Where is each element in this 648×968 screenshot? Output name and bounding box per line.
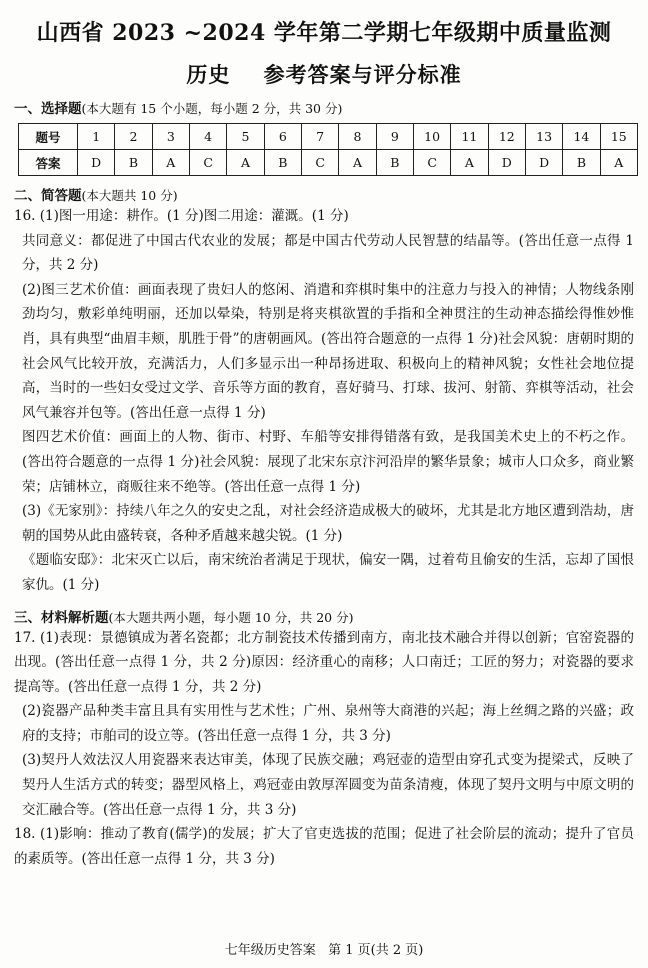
question-number-cell: 9 — [376, 124, 413, 150]
question-number-cell: 5 — [227, 124, 264, 150]
answer-paragraph: 16. (1)图一用途：耕作。(1 分)图二用途：灌溉。(1 分) — [14, 208, 349, 224]
short-answer-body — [14, 204, 634, 598]
answer-paragraph: 18. (1)影响：推动了教育(儒学)的发展；扩大了官吏选拔的范围；促进了社会阶层的流动；提升了官员的素质等。(答出任意一点得 1 分，共 3 分) — [14, 826, 634, 867]
question-number-cell: 2 — [115, 124, 152, 150]
question-number-cell: 6 — [264, 124, 301, 150]
page-subtitle: 历史 参考答案与评分标准 — [186, 63, 462, 87]
answer-paragraph: 图四艺术价值：画面上的人物、街市、村野、车船等安排得错落有致，是我国美术史上的不朽之作。(答出符合题意的一点得 1 分)社会风貌：展现了北宋东京汴河沿岸的繁华景象；城市人口众多，商业繁荣；店铺林立，商贩往来不绝等。(答出任意一点得 1 分) — [22, 429, 634, 495]
question-number-cell: 11 — [451, 124, 488, 150]
section-heading-choice — [14, 97, 634, 117]
page-footer: 七年级历史答案 第 1 页(共 2 页) — [224, 943, 424, 958]
section-label: 一、选择题 — [14, 101, 82, 117]
question-number-cell: 7 — [301, 124, 338, 150]
question-number-cell: 14 — [563, 124, 600, 150]
answer-cell: C — [189, 150, 226, 176]
answer-cell: A — [600, 150, 637, 176]
section-label: 二、简答题 — [14, 188, 82, 204]
question-number-cell: 10 — [413, 124, 450, 150]
material-analysis-body — [14, 626, 634, 872]
question-number-cell: 12 — [488, 124, 525, 150]
question-number-cell: 4 — [189, 124, 226, 150]
answer-paragraph: 《题临安邸》：北宋灭亡以后，南宋统治者满足于现状，偏安一隅，过着苟且偷安的生活，忘却了国恨家仇。(1 分) — [22, 552, 634, 593]
section-note: (本大题有 15 个小题，每小题 2 分，共 30 分) — [81, 101, 343, 116]
answer-paragraph: (3)《无家别》：持续八年之久的安史之乱，对社会经济造成极大的破坏，尤其是北方地区遭到浩劫，唐朝的国势从此由盛转衰，各种矛盾越来越尖锐。(1 分) — [22, 503, 634, 544]
answer-cell: A — [339, 150, 376, 176]
question-number-cell: 1 — [78, 124, 115, 150]
question-number-row — [19, 124, 638, 150]
answer-cell: B — [264, 150, 301, 176]
answer-cell: B — [115, 150, 152, 176]
answer-cell: D — [488, 150, 525, 176]
answer-cell: B — [563, 150, 600, 176]
section-heading-short-answer — [14, 184, 634, 204]
answer-paragraph: (3)契丹人效法汉人用瓷器来表达审美，体现了民族交融；鸡冠壶的造型由穿孔式变为提梁式，反映了契丹人生活方式的转变；器型风格上，鸡冠壶由敦厚浑圆变为苗条清瘦，体现了契丹文明与中原文明的交汇融合等。(答出任意一点得 1 分，共 3 分) — [22, 752, 634, 818]
answer-paragraph: (2)瓷器产品种类丰富且具有实用性与艺术性；广州、泉州等大商港的兴起；海上丝绸之路的兴盛；政府的支持；市舶司的设立等。(答出任意一点得 1 分，共 3 分) — [22, 703, 634, 744]
answer-paragraph: 共同意义：都促进了中国古代农业的发展；都是中国古代劳动人民智慧的结晶等。(答出任意一点得 1 分，共 2 分) — [22, 232, 634, 274]
row-label-question: 题号 — [19, 124, 78, 150]
answer-cell: B — [376, 150, 413, 176]
answer-cell: C — [301, 150, 338, 176]
section-note: (本大题共 10 分) — [81, 188, 178, 203]
answer-paragraph: 17. (1)表现：景德镇成为著名瓷都；北方制瓷技术传播到南方，南北技术融合并得以创新；官窑瓷器的出现。(答出任意一点得 1 分，共 2 分)原因：经济重心的南移；人口南迁；工匠的努力；对瓷器的要求提高等。(答出任意一点得 1 分，共 2 分) — [14, 629, 634, 695]
question-number-cell: 15 — [600, 124, 637, 150]
question-number-cell: 3 — [152, 124, 189, 150]
answer-cell: A — [227, 150, 264, 176]
answer-cell: A — [451, 150, 488, 176]
page-title: 山西省 2023 ~2024 学年第二学期七年级期中质量监测 — [36, 20, 612, 46]
answer-cell: D — [525, 150, 562, 176]
section-heading-material-analysis — [14, 606, 634, 626]
answer-row — [19, 150, 638, 176]
answer-cell: A — [152, 150, 189, 176]
answer-cell: D — [78, 150, 115, 176]
section-label: 三、材料解析题 — [14, 609, 109, 626]
row-label-answer: 答案 — [19, 150, 78, 176]
question-number-cell: 8 — [339, 124, 376, 150]
answer-cell: C — [413, 150, 450, 176]
section-note: (本大题共两小题，每小题 10 分，共 20 分) — [108, 609, 354, 625]
answer-paragraph: (2)图三艺术价值：画面表现了贵妇人的悠闲、消遣和弈棋时集中的注意力与投入的神情；人物线条刚劲均匀，敷彩单纯明丽，还加以晕染，特别是将夹棋欲置的手指和全神贯注的生动神态描绘得惟妙惟肖，具有典型“曲眉丰颊，肌胜于骨”的唐朝画风。(答出符合题意的一点得 1 分)社会风貌：唐朝时期的社会风气比较开放，充满活力，人们多显示出一种昂扬进取、积极向上的精神风貌；女性社会地位提高，当时的一些妇女受过文学、音乐等方面的教育，喜好骑马、打球、拔河、射箭、弈棋等活动，社会风气兼容并包等。(答出任意一点得 1 分) — [22, 281, 634, 421]
question-number-cell: 13 — [525, 124, 562, 150]
answer-table — [18, 123, 638, 176]
